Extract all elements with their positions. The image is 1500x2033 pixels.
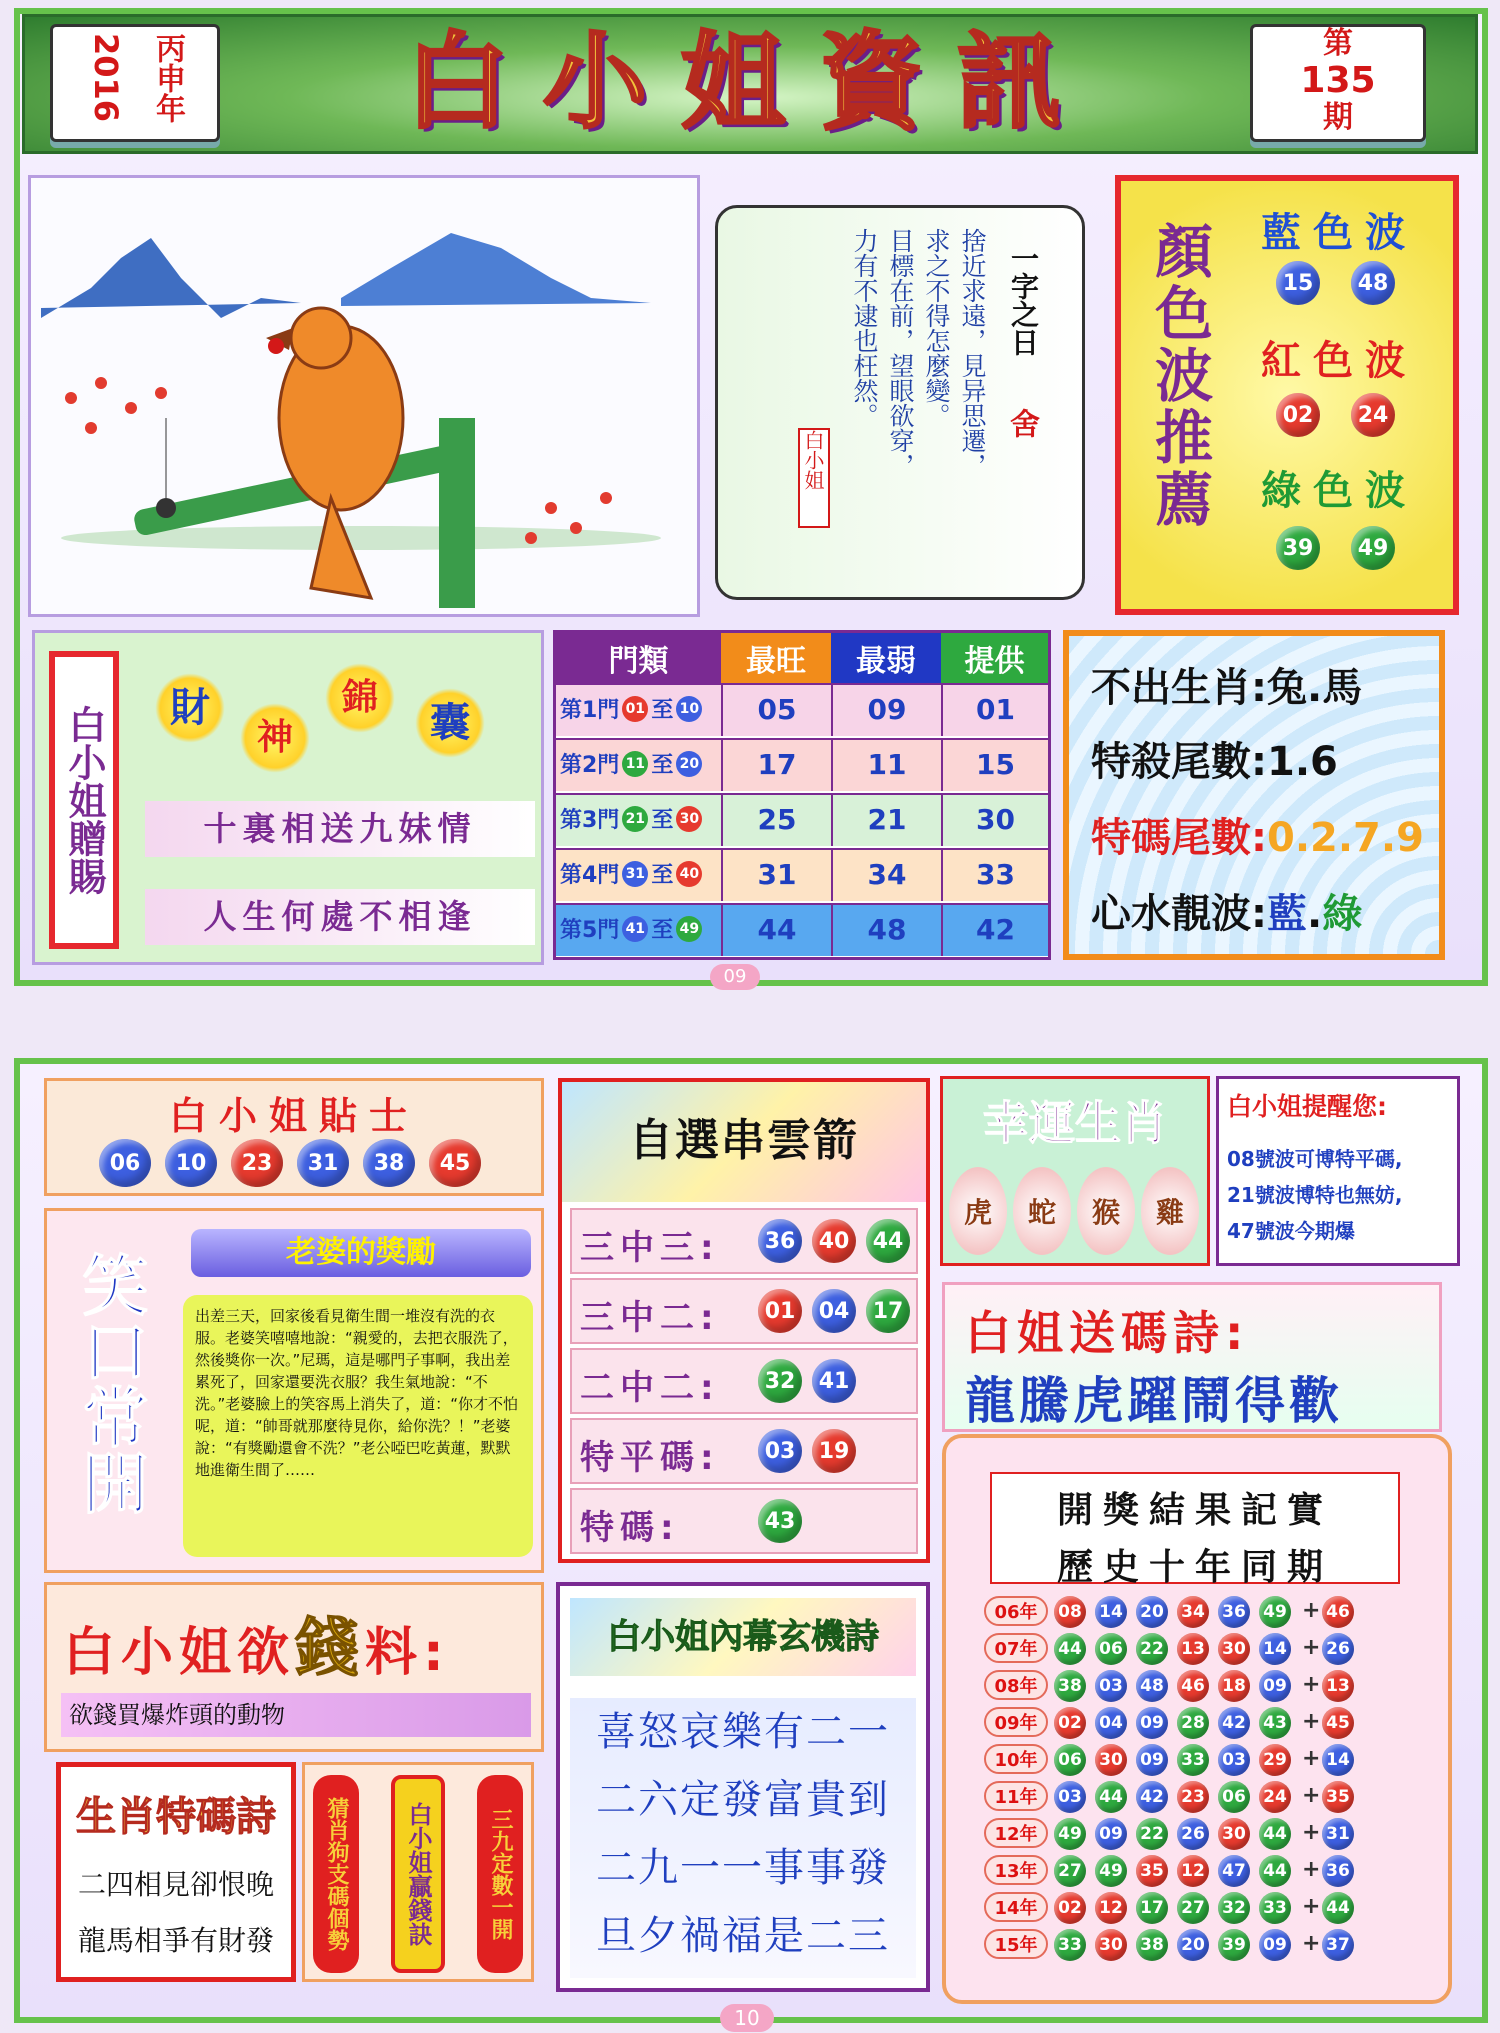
- history-row: [984, 1781, 1404, 1815]
- door-from-ball: 01: [622, 696, 648, 722]
- door-best-value: 44: [721, 903, 831, 956]
- history-ball: 09: [1136, 1744, 1168, 1776]
- chain-row-label: 二中二:: [580, 1368, 720, 1408]
- door-header-category: 門類: [556, 633, 721, 683]
- mystic-box: [556, 1582, 930, 1992]
- door-from-ball: 11: [622, 751, 648, 777]
- color-wave-box: [1115, 175, 1459, 615]
- history-title-box: [990, 1472, 1400, 1588]
- wave-blue-ball-2: 48: [1351, 261, 1395, 305]
- issue-number: 135: [1300, 60, 1376, 101]
- money-subtitle: 欲錢買爆炸頭的動物: [61, 1693, 531, 1737]
- scroll-poem: [715, 205, 1085, 600]
- door-name: 第3門: [560, 808, 620, 833]
- door-to-label: 至: [651, 863, 674, 888]
- history-year: 12年: [984, 1818, 1048, 1848]
- history-ball: 08: [1054, 1596, 1086, 1628]
- info-box: [1063, 630, 1445, 960]
- door-weak-value: 48: [831, 903, 941, 956]
- history-ball: 09: [1259, 1929, 1291, 1961]
- history-ball: 12: [1095, 1892, 1127, 1924]
- joke-side-title: 笑口常開: [71, 1251, 148, 1515]
- history-special-ball: 31: [1322, 1818, 1354, 1850]
- history-ball: 27: [1177, 1892, 1209, 1924]
- wave-red-ball-2: 24: [1351, 393, 1395, 437]
- door-from-ball: 31: [622, 861, 648, 887]
- door-row-label: [560, 913, 720, 944]
- history-ball: 18: [1218, 1670, 1250, 1702]
- history-special-ball: 35: [1322, 1781, 1354, 1813]
- door-weak-value: 09: [831, 683, 941, 736]
- history-ball: 14: [1259, 1633, 1291, 1665]
- history-year: 07年: [984, 1633, 1048, 1663]
- history-plus: +: [1302, 1857, 1321, 1882]
- chain-title-banner: [562, 1082, 926, 1202]
- kill-tail-label: 特殺尾數:: [1091, 739, 1267, 785]
- history-row: [984, 1744, 1404, 1778]
- history-plus: +: [1302, 1783, 1321, 1808]
- tips-ball: 10: [165, 1139, 217, 1187]
- history-ball: 26: [1177, 1818, 1209, 1850]
- history-special-ball: 13: [1322, 1670, 1354, 1702]
- history-special-ball: 36: [1322, 1855, 1354, 1887]
- bird-illustration: [31, 178, 697, 614]
- info-line-2: [1091, 730, 1441, 787]
- door-offer-value: 42: [941, 903, 1048, 956]
- fav-wave-blue: 藍: [1267, 891, 1307, 937]
- gift-line-2: 人生何處不相逢: [145, 889, 535, 945]
- scroll-poem-line-3: 目標在前，望眼欲穿，: [886, 228, 915, 478]
- history-plus: +: [1302, 1709, 1321, 1734]
- gift-char-4: 囊: [415, 688, 485, 758]
- fav-wave-sep: .: [1307, 891, 1323, 937]
- zodiac-poem-line-2: 龍馬相爭有財發: [77, 1924, 274, 1957]
- history-ball: 36: [1218, 1596, 1250, 1628]
- tips-box: [44, 1078, 544, 1196]
- history-ball: 43: [1259, 1707, 1291, 1739]
- chain-ball: 43: [758, 1499, 802, 1543]
- history-ball: 20: [1177, 1929, 1209, 1961]
- chain-row-label: 三中二:: [580, 1298, 720, 1338]
- door-name: 第4門: [560, 863, 620, 888]
- chain-ball: 04: [812, 1289, 856, 1333]
- history-plus: +: [1302, 1746, 1321, 1771]
- issue-label-top: 第: [1323, 26, 1353, 61]
- scroll-poem-title: 一字之日: [1007, 244, 1040, 356]
- page-number-top: 09: [710, 964, 760, 990]
- tips-ball: 45: [429, 1139, 481, 1187]
- history-row: [984, 1596, 1404, 1630]
- wave-red-ball-1: 02: [1276, 393, 1320, 437]
- year-cycle: 丙申年: [150, 33, 185, 123]
- send-poem-box: [942, 1282, 1442, 1432]
- chain-row-label: 三中三:: [580, 1228, 720, 1268]
- history-ball: 33: [1054, 1929, 1086, 1961]
- zodiac-poem-title: 生肖特碼詩: [76, 1794, 276, 1840]
- scroll-poem-key-char: 舍: [1004, 408, 1039, 438]
- history-ball: 49: [1095, 1855, 1127, 1887]
- scroll-poem-signature: 白小姐: [798, 428, 830, 528]
- history-ball: 09: [1136, 1707, 1168, 1739]
- book-year-left: [50, 24, 220, 142]
- gift-side-label: 白小姐贈賜: [49, 651, 119, 949]
- door-table: [553, 630, 1051, 960]
- chain-ball: 41: [812, 1359, 856, 1403]
- year: 2016: [87, 33, 125, 123]
- history-ball: 49: [1259, 1596, 1291, 1628]
- door-row-label: [560, 748, 720, 779]
- history-ball: 13: [1177, 1633, 1209, 1665]
- reminder-box: [1216, 1076, 1460, 1266]
- history-ball: 48: [1136, 1670, 1168, 1702]
- chain-ball: 36: [758, 1219, 802, 1263]
- wave-blue-ball-1: 15: [1276, 261, 1320, 305]
- gift-box: [32, 630, 544, 965]
- history-special-ball: 37: [1322, 1929, 1354, 1961]
- mystic-line-2: 二六定發富貴到: [596, 1777, 890, 1823]
- gift-line-1: 十裏相送九妹情: [145, 801, 535, 857]
- reminder-line-3: 47號波今期爆: [1227, 1219, 1355, 1243]
- history-row: [984, 1633, 1404, 1667]
- history-ball: 34: [1177, 1596, 1209, 1628]
- history-ball: 47: [1218, 1855, 1250, 1887]
- mystic-line-1: 喜怒哀樂有二一: [596, 1709, 890, 1755]
- history-plus: +: [1302, 1894, 1321, 1919]
- history-plus: +: [1302, 1598, 1321, 1623]
- history-ball: 28: [1177, 1707, 1209, 1739]
- wave-blue-label: 藍色波: [1261, 210, 1417, 256]
- tips-title: 白小姐貼士: [168, 1094, 419, 1138]
- history-year: 09年: [984, 1707, 1048, 1737]
- history-ball: 30: [1218, 1818, 1250, 1850]
- reminder-line-1: 08號波可博特平碼,: [1227, 1147, 1403, 1171]
- tips-ball: 31: [297, 1139, 349, 1187]
- joke-title: 老婆的獎勵: [191, 1229, 531, 1277]
- fav-wave-green: 綠: [1322, 891, 1363, 937]
- history-ball: 06: [1054, 1744, 1086, 1776]
- history-ball: 44: [1259, 1855, 1291, 1887]
- door-best-value: 25: [721, 793, 831, 846]
- history-row: [984, 1818, 1404, 1852]
- money-title-a: 白小姐欲: [63, 1623, 296, 1683]
- history-plus: +: [1302, 1820, 1321, 1845]
- chain-ball: 40: [812, 1219, 856, 1263]
- fav-wave-label: 心水靚波:: [1091, 891, 1267, 937]
- history-ball: 38: [1054, 1670, 1086, 1702]
- door-row-label: [560, 858, 720, 889]
- reminder-line-2: 21號波博特也無妨,: [1227, 1183, 1403, 1207]
- door-to-ball: 40: [676, 861, 702, 887]
- scroll-poem-line-1: 捨近求遠，見异思遷，: [958, 228, 987, 478]
- history-special-ball: 46: [1322, 1596, 1354, 1628]
- history-ball: 42: [1218, 1707, 1250, 1739]
- history-year: 14年: [984, 1892, 1048, 1922]
- lantern-right: 三九定數一開: [477, 1775, 523, 1973]
- door-header-weak: 最弱: [831, 633, 941, 683]
- lucky-box: [940, 1076, 1210, 1266]
- door-weak-value: 21: [831, 793, 941, 846]
- door-best-value: 17: [721, 738, 831, 791]
- history-plus: +: [1302, 1931, 1321, 1956]
- money-title: [63, 1597, 543, 1689]
- chain-box: [558, 1078, 930, 1563]
- lucky-animal-icon: 猴: [1077, 1167, 1135, 1255]
- history-ball: 29: [1259, 1744, 1291, 1776]
- door-header-best: 最旺: [721, 633, 831, 683]
- tips-ball: 06: [99, 1139, 151, 1187]
- history-ball: 49: [1054, 1818, 1086, 1850]
- header-title: 白小姐資訊: [404, 21, 1095, 143]
- history-row: [984, 1855, 1404, 1889]
- door-header-offer: 提供: [941, 633, 1048, 683]
- history-ball: 02: [1054, 1707, 1086, 1739]
- reminder-title: 白小姐提醒您:: [1227, 1092, 1387, 1121]
- history-ball: 38: [1136, 1929, 1168, 1961]
- history-ball: 03: [1218, 1744, 1250, 1776]
- door-to-ball: 20: [676, 751, 702, 777]
- history-ball: 14: [1095, 1596, 1127, 1628]
- lucky-animal-icon: 虎: [949, 1167, 1007, 1255]
- history-ball: 35: [1136, 1855, 1168, 1887]
- history-row: [984, 1892, 1404, 1926]
- history-ball: 30: [1095, 1929, 1127, 1961]
- door-to-ball: 10: [676, 696, 702, 722]
- bird-painting: [28, 175, 700, 617]
- chain-ball: 32: [758, 1359, 802, 1403]
- door-weak-value: 11: [831, 738, 941, 791]
- door-to-label: 至: [651, 753, 674, 778]
- chain-ball: 19: [812, 1429, 856, 1473]
- history-ball: 06: [1218, 1781, 1250, 1813]
- door-from-ball: 41: [622, 916, 648, 942]
- door-name: 第1門: [560, 698, 620, 723]
- history-row: [984, 1670, 1404, 1704]
- history-special-ball: 14: [1322, 1744, 1354, 1776]
- wave-green-ball-1: 39: [1276, 526, 1320, 570]
- door-offer-value: 15: [941, 738, 1048, 791]
- door-to-label: 至: [651, 808, 674, 833]
- history-special-ball: 45: [1322, 1707, 1354, 1739]
- history-year: 08年: [984, 1670, 1048, 1700]
- chain-ball: 03: [758, 1429, 802, 1473]
- door-to-ball: 49: [676, 916, 702, 942]
- lantern-left: 猜肖狗支碼個勢: [313, 1775, 359, 1973]
- history-year: 06年: [984, 1596, 1048, 1626]
- history-ball: 33: [1259, 1892, 1291, 1924]
- tips-ball: 23: [231, 1139, 283, 1187]
- special-tail-label: 特碼尾數:: [1091, 815, 1267, 861]
- door-offer-value: 30: [941, 793, 1048, 846]
- history-ball: 03: [1054, 1781, 1086, 1813]
- color-wave-title: 顏色波推薦: [1145, 221, 1213, 531]
- send-poem-line: 龍騰虎躍鬧得歡: [965, 1372, 1343, 1430]
- history-ball: 17: [1136, 1892, 1168, 1924]
- issue-label-bottom: 期: [1323, 100, 1353, 135]
- history-year: 11年: [984, 1781, 1048, 1811]
- gift-char-1: 財: [155, 673, 225, 743]
- zodiac-poem-box: [56, 1762, 296, 1982]
- info-line-4: [1091, 882, 1441, 939]
- history-year: 13年: [984, 1855, 1048, 1885]
- book-issue-right: [1250, 24, 1426, 142]
- lucky-animal-icon: 蛇: [1013, 1167, 1071, 1255]
- scroll-poem-line-4: 力有不逮也枉然。: [850, 228, 879, 428]
- history-ball: 23: [1177, 1781, 1209, 1813]
- door-weak-value: 34: [831, 848, 941, 901]
- money-box: [44, 1582, 544, 1752]
- history-ball: 09: [1095, 1818, 1127, 1850]
- money-title-gold: 錢: [295, 1612, 366, 1686]
- no-zodiac-label: 不出生肖:: [1091, 665, 1267, 711]
- history-ball: 44: [1259, 1818, 1291, 1850]
- history-ball: 12: [1177, 1855, 1209, 1887]
- history-ball: 44: [1054, 1633, 1086, 1665]
- history-row: [984, 1929, 1404, 1963]
- history-ball: 03: [1095, 1670, 1127, 1702]
- page-number-bottom: 10: [720, 2004, 774, 2032]
- door-name: 第5門: [560, 918, 620, 943]
- door-to-label: 至: [651, 918, 674, 943]
- tips-ball: 38: [363, 1139, 415, 1187]
- door-to-ball: 30: [676, 806, 702, 832]
- special-tail-value: 0.2.7.9: [1267, 815, 1424, 861]
- history-ball: 24: [1259, 1781, 1291, 1813]
- lucky-animal-icon: 雞: [1141, 1167, 1199, 1255]
- joke-box: [44, 1208, 544, 1573]
- chain-row-label: 特碼:: [580, 1508, 680, 1548]
- scroll-poem-line-2: 求之不得怎麼變。: [922, 228, 951, 428]
- mystic-title: 白小姐內幕玄機詩: [607, 1617, 879, 1657]
- history-title-2: 歷史十年同期: [1056, 1547, 1333, 1588]
- kill-tail-value: 1.6: [1267, 739, 1338, 785]
- history-ball: 09: [1259, 1670, 1291, 1702]
- history-plus: +: [1302, 1635, 1321, 1660]
- mystic-line-4: 旦夕禍福是二三: [596, 1913, 890, 1959]
- history-ball: 39: [1218, 1929, 1250, 1961]
- send-poem-title: 白姐送碼詩:: [965, 1306, 1250, 1360]
- history-ball: 44: [1095, 1781, 1127, 1813]
- no-zodiac-value: 兔.馬: [1267, 665, 1363, 711]
- lucky-title: 幸運生肖: [983, 1096, 1167, 1150]
- mystic-line-3: 二九一一事事發: [596, 1845, 890, 1891]
- wave-red-label: 紅色波: [1261, 338, 1417, 384]
- history-ball: 30: [1218, 1633, 1250, 1665]
- history-ball: 27: [1054, 1855, 1086, 1887]
- wave-green-label: 綠色波: [1261, 468, 1417, 514]
- history-ball: 04: [1095, 1707, 1127, 1739]
- zodiac-poem-line-1: 二四相見卻恨晚: [77, 1868, 274, 1901]
- history-special-ball: 44: [1322, 1892, 1354, 1924]
- history-ball: 22: [1136, 1633, 1168, 1665]
- chain-ball: 17: [866, 1289, 910, 1333]
- history-ball: 02: [1054, 1892, 1086, 1924]
- gift-char-3: 錦: [325, 663, 395, 733]
- history-ball: 20: [1136, 1596, 1168, 1628]
- door-to-label: 至: [651, 698, 674, 723]
- history-special-ball: 26: [1322, 1633, 1354, 1665]
- wave-green-ball-2: 49: [1351, 526, 1395, 570]
- history-row: [984, 1707, 1404, 1741]
- history-plus: +: [1302, 1672, 1321, 1697]
- info-line-1: [1091, 656, 1441, 713]
- mystic-lines: [570, 1698, 916, 1978]
- door-name: 第2門: [560, 753, 620, 778]
- history-year: 10年: [984, 1744, 1048, 1774]
- lantern-center: 白小姐贏錢訣: [391, 1775, 445, 1973]
- info-line-3: [1091, 806, 1451, 863]
- door-row-label: [560, 693, 720, 724]
- history-ball: 42: [1136, 1781, 1168, 1813]
- chain-ball: 01: [758, 1289, 802, 1333]
- history-ball: 30: [1095, 1744, 1127, 1776]
- history-year: 15年: [984, 1929, 1048, 1959]
- history-ball: 06: [1095, 1633, 1127, 1665]
- history-ball: 22: [1136, 1818, 1168, 1850]
- gift-char-2: 神: [240, 703, 310, 773]
- chain-ball: 44: [866, 1219, 910, 1263]
- history-ball: 46: [1177, 1670, 1209, 1702]
- history-ball: 33: [1177, 1744, 1209, 1776]
- chain-row-label: 特平碼:: [580, 1438, 720, 1478]
- door-best-value: 05: [721, 683, 831, 736]
- mystic-title-banner: [570, 1598, 916, 1676]
- money-title-b: 料:: [365, 1623, 450, 1683]
- lantern-box: [302, 1762, 534, 1982]
- door-row-label: [560, 803, 720, 834]
- door-offer-value: 01: [941, 683, 1048, 736]
- door-offer-value: 33: [941, 848, 1048, 901]
- door-from-ball: 21: [622, 806, 648, 832]
- joke-body: 出差三天，回家後看見衛生間一堆沒有洗的衣服。老婆笑嘻嘻地說：“親愛的，去把衣服洗了，然後獎你一次。”尼瑪，這是哪門子事啊，我出差累死了，回家還要洗衣服？我生氣地說：“不洗。”老婆臉上的笑容馬上消失了，道：“你才不怕呢，道：“帥哥就那麼待見你，給你洗？！”老婆說：“有獎勵還會不洗？”老公啞巴吃黃蓮，默默地進衛生間了……: [183, 1295, 533, 1557]
- history-title-1: 開獎結果記實: [1056, 1490, 1333, 1531]
- history-ball: 32: [1218, 1892, 1250, 1924]
- door-best-value: 31: [721, 848, 831, 901]
- chain-title: 自選串雲箭: [629, 1115, 859, 1166]
